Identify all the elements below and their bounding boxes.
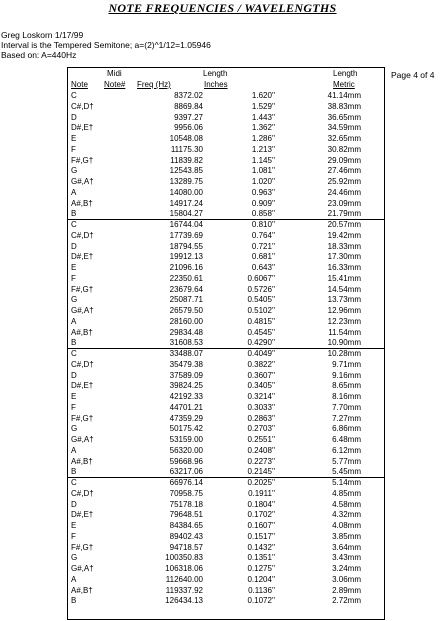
frequency-cell: 25087.71: [169, 295, 203, 305]
note-cell: F#,G†: [71, 413, 94, 423]
inches-cell: 0.1204'': [247, 574, 275, 584]
note-cell: A#,B†: [71, 327, 93, 337]
note-cell: C: [71, 349, 77, 358]
metric-cell: 32.65mm: [327, 134, 361, 143]
metric-cell: 14.54mm: [327, 284, 361, 294]
frequency-cell: 59668.96: [169, 456, 203, 466]
inches-cell: 0.4815'': [247, 316, 275, 326]
table-row: [68, 521, 384, 530]
metric-cell: 6.48mm: [332, 435, 361, 444]
inches-cell: 0.1432'': [247, 542, 275, 552]
frequency-cell: 28160.00: [169, 316, 203, 326]
base-frequency-line: Based on: A=440Hz: [1, 50, 77, 60]
metric-cell: 4.32mm: [332, 510, 361, 520]
inches-cell: 1.362'': [251, 123, 275, 133]
frequency-cell: 9397.27: [174, 112, 203, 122]
table-row: [68, 360, 384, 369]
table-row: [68, 231, 384, 240]
metric-cell: 3.85mm: [332, 531, 361, 541]
note-cell: F: [71, 144, 76, 154]
note-cell: B: [71, 209, 77, 219]
frequency-cell: 119337.92: [165, 585, 203, 595]
frequency-cell: 12543.85: [169, 166, 203, 176]
metric-cell: 19.42mm: [327, 230, 361, 240]
note-cell: A#,B†: [71, 456, 93, 466]
frequency-cell: 94718.57: [169, 542, 203, 552]
note-cell: A: [71, 316, 77, 326]
note-cell: E: [71, 134, 77, 143]
inches-cell: 0.5405'': [247, 295, 275, 305]
table-row: [68, 435, 384, 444]
table-row: [68, 553, 384, 562]
frequency-cell: 126434.13: [165, 596, 203, 606]
inches-cell: 1.286'': [251, 134, 275, 143]
note-cell: D: [71, 370, 77, 380]
metric-cell: 11.54mm: [328, 327, 361, 337]
frequency-cell: 29834.48: [169, 327, 203, 337]
frequency-cell: 63217.06: [169, 467, 203, 477]
author-line: Greg Loskorn 1/17/99: [1, 30, 84, 40]
inches-cell: 0.4290'': [247, 338, 275, 348]
frequency-cell: 18794.55: [169, 241, 203, 251]
inches-cell: 0.909'': [251, 198, 275, 208]
note-header: Note: [71, 80, 88, 89]
table-row: [68, 134, 384, 143]
inches-cell: 0.1804'': [247, 499, 275, 509]
table-row: [68, 446, 384, 455]
inches-cell: 1.081'': [251, 166, 275, 176]
table-row: [68, 123, 384, 132]
note-cell: F#,G†: [71, 155, 94, 165]
note-cell: D#,E†: [71, 381, 94, 391]
frequency-cell: 79648.51: [169, 510, 203, 520]
frequency-cell: 75178.18: [169, 499, 203, 509]
table-row: [68, 564, 384, 573]
note-cell: G#,A†: [71, 435, 94, 444]
note-cell: C#,D†: [71, 230, 94, 240]
note-number-header: Note#: [104, 80, 126, 89]
metric-cell: 17.30mm: [327, 252, 361, 262]
inches-cell: 0.3822'': [247, 359, 275, 369]
metric-cell: 12.96mm: [327, 306, 361, 315]
frequency-cell: 13289.75: [169, 177, 203, 186]
inches-cell: 1.529'': [251, 101, 275, 111]
table-row: [68, 575, 384, 584]
page-title: NOTE FREQUENCIES / WAVELENGTHS: [108, 1, 337, 15]
table-row: [68, 188, 384, 197]
metric-cell: 13.73mm: [327, 295, 361, 305]
note-cell: A: [71, 574, 77, 584]
inches-cell: 0.1275'': [247, 564, 275, 573]
metric-cell: 41.14mm: [327, 91, 361, 100]
note-cell: G#,A†: [71, 177, 94, 186]
note-cell: D: [71, 112, 77, 122]
table-row: [68, 274, 384, 283]
metric-cell: 3.43mm: [332, 553, 361, 563]
frequency-cell: 22350.61: [169, 273, 203, 283]
table-row: [68, 252, 384, 261]
inches-cell: 0.643'': [251, 263, 275, 272]
metric-cell: 34.59mm: [327, 123, 361, 133]
metric-cell: 15.41mm: [327, 273, 361, 283]
note-cell: B: [71, 467, 77, 477]
note-cell: A#,B†: [71, 198, 93, 208]
metric-cell: 9.16mm: [332, 370, 361, 380]
table-row: [68, 328, 384, 337]
note-cell: D: [71, 241, 77, 251]
table-row: [68, 263, 384, 272]
metric-cell: 12.23mm: [327, 316, 361, 326]
frequency-cell: 9956.06: [174, 123, 203, 133]
metric-cell: 6.86mm: [332, 424, 361, 434]
frequency-cell: 84384.65: [169, 521, 203, 530]
frequency-cell: 31608.53: [169, 338, 203, 348]
table-row: [68, 91, 384, 100]
frequency-cell: 37589.09: [169, 370, 203, 380]
frequency-cell: 42192.33: [169, 392, 203, 401]
inches-cell: 0.3033'': [247, 402, 275, 412]
inches-cell: 1.145'': [251, 155, 275, 165]
inches-cell: 1.443'': [251, 112, 275, 122]
table-row: [68, 500, 384, 509]
table-row: [68, 156, 384, 165]
inches-cell: 0.2551'': [247, 435, 275, 444]
note-cell: G: [71, 295, 78, 305]
table-row: [68, 209, 384, 218]
frequency-cell: 11175.30: [170, 144, 203, 154]
frequency-cell: 56320.00: [169, 445, 203, 455]
metric-cell: 3.06mm: [332, 574, 361, 584]
note-cell: E: [71, 392, 77, 401]
inches-cell: 0.963'': [251, 187, 275, 197]
note-cell: C: [71, 220, 77, 229]
frequency-cell: 39824.25: [169, 381, 203, 391]
table-row: [68, 220, 384, 229]
table-row: [68, 199, 384, 208]
metric-cell: 20.57mm: [327, 220, 361, 229]
metric-cell: 7.27mm: [332, 413, 361, 423]
inches-cell: 0.1607'': [247, 521, 275, 530]
inches-cell: 0.3405'': [247, 381, 275, 391]
inches-cell: 0.6067'': [247, 273, 275, 283]
note-cell: C#,D†: [71, 101, 94, 111]
metric-cell: 16.33mm: [327, 263, 361, 272]
length-inches-header-top: Length: [203, 69, 228, 78]
note-cell: A: [71, 187, 77, 197]
frequency-cell: 53159.00: [169, 435, 203, 444]
note-cell: G#,A†: [71, 564, 94, 573]
metric-cell: 6.12mm: [332, 445, 361, 455]
inches-cell: 0.4545'': [247, 327, 275, 337]
note-cell: A: [71, 445, 77, 455]
metric-cell: 2.72mm: [332, 596, 361, 606]
table-row: [68, 596, 384, 605]
inches-cell: 0.1351'': [247, 553, 275, 563]
metric-cell: 8.65mm: [332, 381, 361, 391]
frequency-cell: 23679.64: [169, 284, 203, 294]
table-row: [68, 381, 384, 390]
inches-cell: 0.721'': [251, 241, 275, 251]
note-cell: A#,B†: [71, 585, 93, 595]
table-row: [68, 543, 384, 552]
frequency-cell: 17739.69: [169, 230, 203, 240]
metric-cell: 10.28mm: [327, 349, 361, 358]
frequency-cell: 70958.75: [169, 488, 203, 498]
frequency-cell: 50175.42: [169, 424, 203, 434]
inches-cell: 0.3214'': [247, 392, 275, 401]
frequency-cell: 89402.43: [169, 531, 203, 541]
frequency-cell: 100350.83: [165, 553, 203, 563]
note-cell: E: [71, 263, 77, 272]
table-row: [68, 586, 384, 595]
metric-cell: 4.58mm: [332, 499, 361, 509]
table-row: [68, 489, 384, 498]
table-row: [68, 478, 384, 487]
note-cell: F#,G†: [71, 542, 94, 552]
frequency-cell: 15804.27: [169, 209, 203, 219]
frequency-cell: 14917.24: [169, 198, 203, 208]
page-number: Page 4 of 4: [391, 70, 435, 80]
frequency-cell: 26579.50: [169, 306, 203, 315]
inches-cell: 0.1517'': [247, 531, 275, 541]
note-cell: D#,E†: [71, 252, 94, 262]
table-row: [68, 306, 384, 315]
metric-cell: 4.85mm: [332, 488, 361, 498]
note-cell: F: [71, 273, 76, 283]
inches-cell: 0.1911'': [248, 488, 275, 498]
table-row: [68, 424, 384, 433]
frequency-cell: 8869.84: [174, 101, 203, 111]
metric-cell: 24.46mm: [327, 187, 361, 197]
frequency-cell: 44701.21: [169, 402, 203, 412]
table-row: [68, 371, 384, 380]
note-cell: B: [71, 338, 77, 348]
note-cell: G: [71, 553, 78, 563]
note-cell: G: [71, 166, 78, 176]
frequency-cell: 8372.02: [174, 91, 203, 100]
metric-cell: 5.14mm: [332, 478, 361, 487]
note-cell: F: [71, 531, 76, 541]
metric-cell: 3.64mm: [332, 542, 361, 552]
frequency-cell: 66976.14: [169, 478, 203, 487]
metric-cell: 38.83mm: [327, 101, 361, 111]
metric-cell: 23.09mm: [327, 198, 361, 208]
table-row: [68, 414, 384, 423]
table-row: [68, 295, 384, 304]
table-row: [68, 242, 384, 251]
interval-line: Interval is the Tempered Semitone; a=(2)^1/12=1.05946: [1, 40, 211, 50]
table-row: [68, 177, 384, 186]
frequency-cell: 16744.04: [169, 220, 203, 229]
metric-cell: 9.71mm: [332, 359, 361, 369]
metric-cell: 30.82mm: [327, 144, 361, 154]
metric-cell: 3.24mm: [332, 564, 361, 573]
frequency-header: Freq (Hz): [137, 80, 171, 89]
inches-cell: 0.2863'': [247, 413, 275, 423]
table-row: [68, 510, 384, 519]
metric-header: Metric: [333, 80, 355, 89]
table-row: [68, 392, 384, 401]
inches-cell: 0.4049'': [247, 349, 275, 358]
table-row: [68, 317, 384, 326]
inches-cell: 1.020'': [251, 177, 275, 186]
frequency-cell: 21096.16: [169, 263, 203, 272]
inches-cell: 1.213'': [251, 144, 275, 154]
metric-cell: 5.77mm: [332, 456, 361, 466]
note-cell: F: [71, 402, 76, 412]
metric-cell: 4.08mm: [332, 521, 361, 530]
midi-header: Midi: [107, 69, 122, 78]
note-cell: C#,D†: [71, 488, 94, 498]
inches-cell: 0.858'': [251, 209, 275, 219]
inches-cell: 0.810'': [251, 220, 275, 229]
metric-cell: 18.33mm: [327, 241, 361, 251]
table-row: [68, 113, 384, 122]
metric-cell: 36.65mm: [327, 112, 361, 122]
note-cell: D#,E†: [71, 510, 94, 520]
metric-cell: 10.90mm: [327, 338, 361, 348]
frequency-cell: 35479.38: [169, 359, 203, 369]
frequency-cell: 47359.29: [169, 413, 203, 423]
metric-cell: 8.16mm: [332, 392, 361, 401]
inches-cell: 0.1136'': [248, 585, 275, 595]
note-cell: C: [71, 478, 77, 487]
table-row: [68, 467, 384, 476]
inches-cell: 0.2703'': [247, 424, 275, 434]
note-cell: G: [71, 424, 78, 434]
inches-cell: 0.764'': [251, 230, 275, 240]
table-row: [68, 338, 384, 347]
note-cell: F#,G†: [71, 284, 94, 294]
frequency-cell: 14080.00: [169, 187, 203, 197]
table-row: [68, 145, 384, 154]
inches-cell: 0.1702'': [247, 510, 275, 520]
table-row: [68, 349, 384, 358]
inches-cell: 0.1072'': [247, 596, 275, 606]
table-row: [68, 102, 384, 111]
inches-cell: 0.2408'': [247, 445, 275, 455]
frequency-cell: 10548.08: [169, 134, 203, 143]
frequency-cell: 19912.13: [169, 252, 203, 262]
inches-cell: 0.2273'': [247, 456, 275, 466]
metric-cell: 2.89mm: [332, 585, 361, 595]
inches-cell: 0.2145'': [247, 467, 275, 477]
note-cell: C#,D†: [71, 359, 94, 369]
metric-cell: 5.45mm: [332, 467, 361, 477]
metric-cell: 21.79mm: [327, 209, 361, 219]
note-cell: C: [71, 91, 77, 100]
metric-cell: 29.09mm: [327, 155, 361, 165]
note-cell: E: [71, 521, 77, 530]
table-row: [68, 403, 384, 412]
frequency-cell: 33488.07: [169, 349, 203, 358]
inches-cell: 1.620'': [251, 91, 275, 100]
metric-cell: 7.70mm: [332, 402, 361, 412]
inches-cell: 0.2025'': [247, 478, 275, 487]
frequency-cell: 11839.82: [170, 155, 203, 165]
inches-header: Inches: [204, 80, 228, 89]
metric-cell: 25.92mm: [327, 177, 361, 186]
metric-cell: 27.46mm: [327, 166, 361, 176]
frequency-cell: 106318.06: [165, 564, 203, 573]
note-cell: G#,A†: [71, 306, 94, 315]
table-row: [68, 166, 384, 175]
inches-cell: 0.681'': [251, 252, 275, 262]
inches-cell: 0.5726'': [247, 284, 275, 294]
note-cell: B: [71, 596, 77, 606]
frequency-cell: 112640.00: [165, 574, 203, 584]
note-cell: D: [71, 499, 77, 509]
table-row: [68, 532, 384, 541]
note-cell: D#,E†: [71, 123, 94, 133]
inches-cell: 0.5102'': [247, 306, 275, 315]
inches-cell: 0.3607'': [247, 370, 275, 380]
table-row: [68, 285, 384, 294]
table-row: [68, 457, 384, 466]
length-metric-header-top: Length: [333, 69, 358, 78]
